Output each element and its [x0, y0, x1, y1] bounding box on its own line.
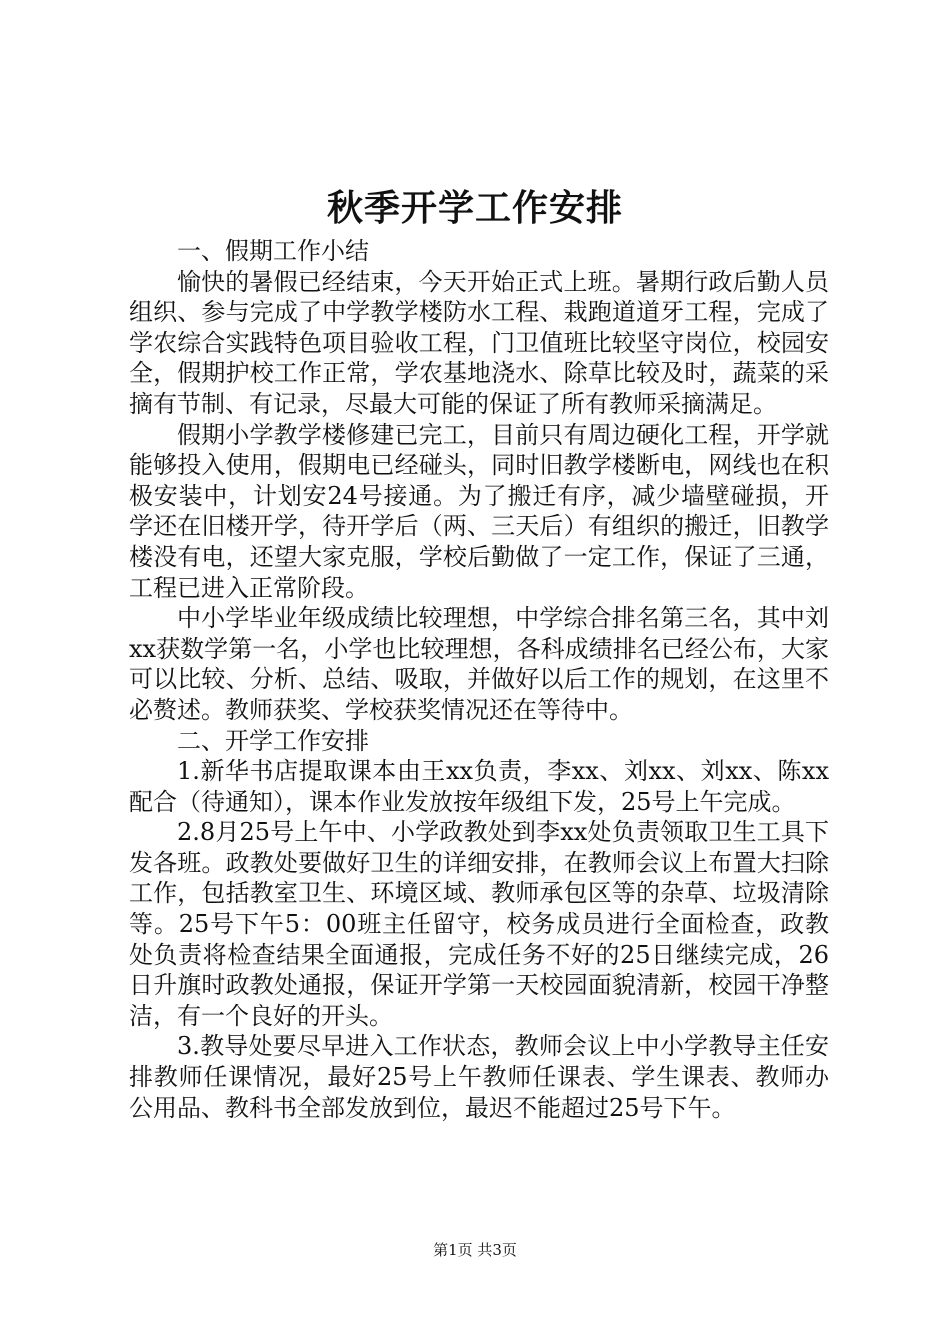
document-title: 秋季开学工作安排 [326, 187, 623, 229]
paragraph: 1.新华书店提取课本由王xx负责，李xx、刘xx、刘xx、陈xx配合（待通知），课本作业发放按年级组下发，25号上午完成。 [129, 757, 829, 816]
section-heading: 二、开学工作安排 [177, 726, 369, 755]
paragraph: 假期小学教学楼修建已完工，目前只有周边硬化工程，开学就能够投入使用，假期电已经碰头，同时旧教学楼断电，网线也在积极安装中，计划安24号接通。为了搬迁有序，减少墙壁碰损，开学还在旧楼开学，待开学后（两、三天后）有组织的搬迁，旧教学楼没有电，还望大家克服，学校后勤做了一定工作，保证了三通，工程已进入正常阶段。 [129, 420, 829, 602]
paragraph: 3.教导处要尽早进入工作状态，教师会议上中小学教导主任安排教师任课情况，最好25号上午教师任课表、学生课表、教师办公用品、教科书全部发放到位，最迟不能超过25号下午。 [129, 1032, 829, 1122]
paragraph: 愉快的暑假已经结束，今天开始正式上班。暑期行政后勤人员组织、参与完成了中学教学楼防水工程、栽跑道道牙工程，完成了学农综合实践特色项目验收工程，门卫值班比较坚守岗位，校园安全，假期护校工作正常，学农基地浇水、除草比较及时，蔬菜的采摘有节制、有记录，尽最大可能的保证了所有教师采摘满足。 [129, 267, 829, 418]
paragraph: 2.8月25号上午中、小学政教处到李xx处负责领取卫生工具下发各班。政教处要做好卫生的详细安排，在教师会议上布置大扫除工作，包括教室卫生、环境区域、教师承包区等的杂草、垃圾清除等。25号下午5：00班主任留守，校务成员进行全面检查，政教处负责将检查结果全面通报，完成任务不好的25日继续完成，26日升旗时政教处通报，保证开学第一天校园面貌清新，校园干净整洁，有一个良好的开头。 [129, 818, 829, 1030]
document-body [129, 236, 829, 1123]
section-heading: 一、假期工作小结 [177, 237, 369, 265]
paragraph: 中小学毕业年级成绩比较理想，中学综合排名第三名，其中刘xx获数学第一名，小学也比较理想，各科成绩排名已经公布，大家可以比较、分析、总结、吸取，并做好以后工作的规划，在这里不必赘述。教师获奖、学校获奖情况还在等待中。 [129, 604, 829, 724]
page-footer: 第1页 共3页 [433, 1241, 517, 1259]
